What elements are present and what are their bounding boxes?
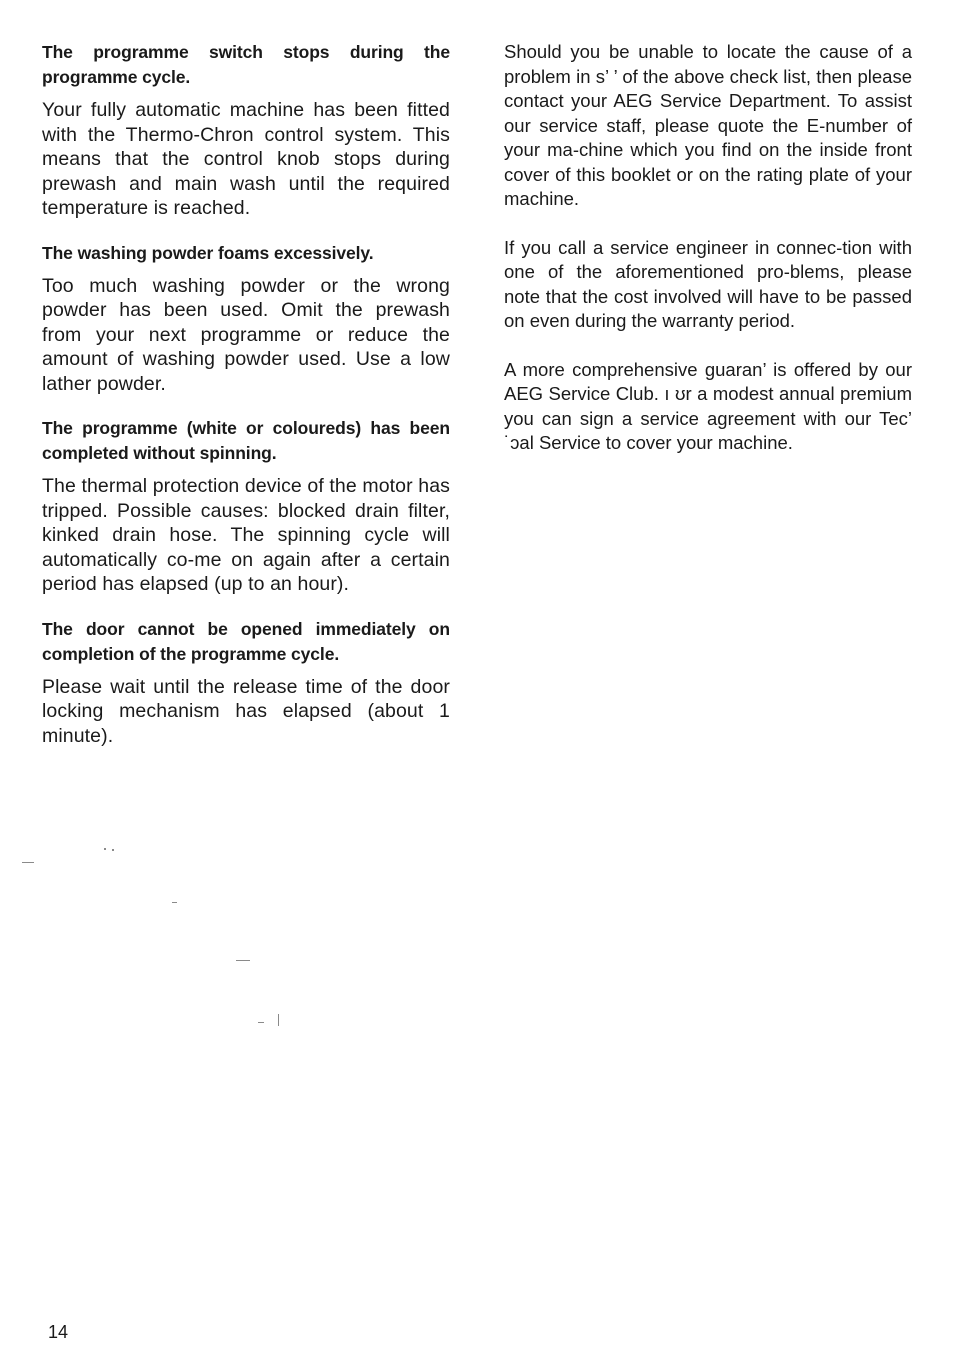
troubleshoot-section [42,241,450,397]
scan-speck [258,1022,264,1023]
right-column [504,40,912,480]
section-heading: The programme switch stops during the programme cycle. [42,42,450,87]
scan-speck [172,902,177,903]
left-column [42,40,450,768]
scan-speck [236,960,250,961]
troubleshoot-section [42,40,450,221]
scan-speck [104,848,106,850]
scan-speck [278,1014,279,1026]
guarantee-paragraph: A more comprehensive guaran’ is offered by our AEG Service Club. ı ʊr a modest annual premium you can sign a service agreement with our Tec’ ˙ɔal Service to cover your machine. [504,358,912,453]
troubleshoot-section [42,617,450,749]
service-paragraph: Should you be unable to locate the cause of a problem in s’ ’ of the above check list, then please contact your AEG Service Department. To assist our service staff, please quote the E-number of your ma-chine which you find on the inside front cover of this booklet or on the rating plate of your machine. [504,41,912,209]
section-body: Your fully automatic machine has been fitted with the Thermo-Chron control system. This means that the control knob stops during prewash and main wash until the required temperature is reached. [42,99,450,219]
scan-speck [22,862,34,863]
section-heading: The door cannot be opened immediately on completion of the programme cycle. [42,618,450,664]
cost-paragraph: If you call a service engineer in connec-tion with one of the aforementioned pro-blems, please note that the cost involved will have to be passed on even during the warranty period. [504,236,912,331]
section-body: The thermal protection device of the motor has tripped. Possible causes: blocked drain filter, kinked drain hose. The spinning cycle will automatically co-me on again after a certain period has elapsed (up to an hour). [42,475,450,595]
section-body: Please wait until the release time of the door locking mechanism has elapsed (about 1 minute). [42,675,450,747]
section-body: Too much washing powder or the wrong powder has been used. Omit the prewash from your next programme or reduce the amount of washing powder used. Use a low lather powder. [42,274,450,395]
troubleshoot-section [42,416,450,597]
section-heading: The programme (white or coloureds) has been completed without spinning. [42,418,450,463]
section-heading: The washing powder foams excessively. [42,242,374,263]
page-number: 14 [48,1322,69,1342]
scan-speck [112,849,114,851]
